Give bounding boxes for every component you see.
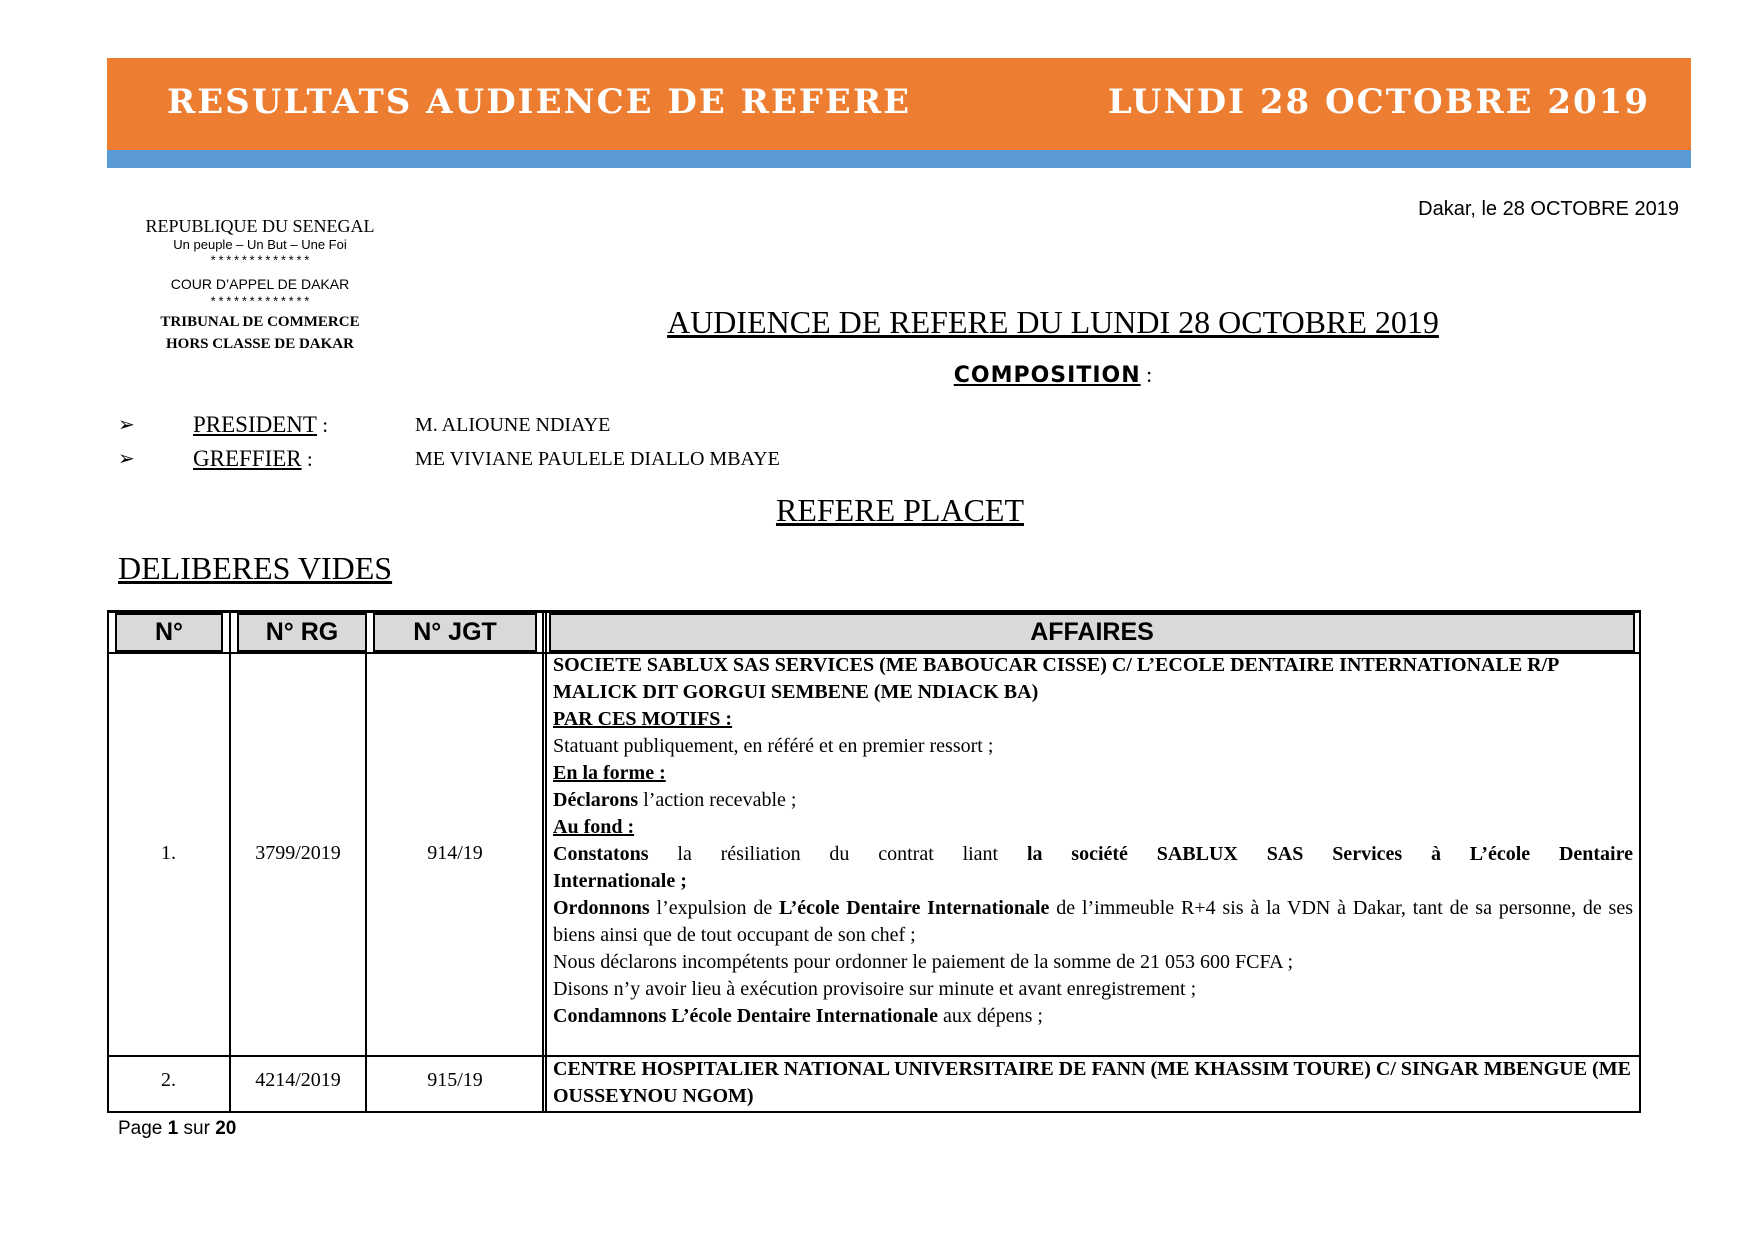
condamnons-text: aux dépens ;: [938, 1005, 1043, 1027]
page-total: 20: [215, 1118, 237, 1139]
page-sur: sur: [178, 1118, 216, 1139]
republic-motto: Un peuple – Un But – Une Foi: [173, 237, 347, 252]
forme-label: En la forme :: [553, 762, 666, 784]
member-role-suffix: :: [316, 413, 329, 437]
member-name: ME VIVIANE PAULELE DIALLO MBAYE: [415, 448, 780, 470]
member-role-label: PRESIDENT: [193, 412, 317, 437]
results-table: [107, 610, 1641, 1113]
constatons-parties: la société SABLUX SAS Services à L’école Dentaire: [1026, 843, 1633, 865]
header-affaires: AFFAIRES: [549, 613, 1635, 653]
constatons-parties-cont: Internationale ;: [553, 870, 687, 892]
member-role-label: GREFFIER: [193, 446, 302, 471]
page-title: AUDIENCE DE REFERE DU LUNDI 28 OCTOBRE 2019: [667, 304, 1439, 340]
declarons-text: l’action recevable ;: [638, 789, 797, 811]
stars-separator: *************: [209, 295, 311, 310]
motifs-label: PAR CES MOTIFS :: [553, 708, 733, 730]
member-role-suffix: :: [301, 447, 313, 471]
arrow-bullet-icon: ➢: [118, 446, 135, 470]
column-rule: [545, 610, 547, 1113]
subsection-title: DELIBERES VIDES: [118, 550, 393, 586]
composition-label: COMPOSITION: [953, 363, 1141, 388]
ordonnons-bold: Ordonnons: [553, 897, 650, 919]
constatons-bold: Constatons: [553, 843, 649, 865]
arrow-bullet-icon: ➢: [118, 412, 135, 436]
affaire-parties: SOCIETE SABLUX SAS SERVICES (ME BABOUCAR CISSE) C/ L’ECOLE DENTAIRE INTERNATIONALE R/P MALICK DIT GORGUI SEMBENE (ME NDIACK BA): [553, 654, 1559, 703]
member-role: [193, 446, 313, 472]
header-stripe: [107, 150, 1691, 168]
row-affaire: [553, 1056, 1633, 1110]
tribunal-name-line2: HORS CLASSE DE DAKAR: [166, 336, 354, 352]
letterhead: [110, 215, 410, 355]
page-current: 1: [167, 1118, 179, 1139]
declarons-bold: Déclarons: [553, 789, 639, 811]
tribunal-name-line1: TRIBUNAL DE COMMERCE: [160, 314, 360, 330]
page-footer: [118, 1118, 236, 1140]
header-num: N°: [115, 613, 223, 653]
row-jgt: 914/19: [427, 842, 483, 864]
ordonnons-text: l’expulsion de: [649, 897, 780, 919]
disons-text: Disons n’y avoir lieu à exécution provisoire sur minute et avant enregistrement ;: [553, 978, 1197, 1000]
affaire-parties: CENTRE HOSPITALIER NATIONAL UNIVERSITAIRE DE FANN (ME KHASSIM TOURE) C/ SINGAR MBENGUE (ME OUSSEYNOU NGOM): [553, 1058, 1631, 1107]
row-number: 1.: [161, 842, 176, 864]
composition-heading: [520, 362, 1586, 388]
fond-label: Au fond :: [553, 816, 635, 838]
header-left-title: RESULTATS AUDIENCE DE REFERE: [167, 82, 912, 122]
incompetents-text: Nous déclarons incompétents pour ordonner le paiement de la somme de 21 053 600 FCFA ;: [553, 951, 1294, 973]
stars-separator: *************: [209, 254, 311, 269]
ordonnons-party: L’école Dentaire Internationale: [779, 897, 1050, 919]
row-affaire: [553, 652, 1633, 1030]
header-jgt: N° JGT: [373, 613, 537, 653]
table-border-right: [1639, 610, 1641, 1113]
republic-name: REPUBLIQUE DU SENEGAL: [145, 216, 375, 236]
table-border-bottom: [107, 1111, 1641, 1113]
row-number: 2.: [161, 1069, 176, 1091]
header-right-title: LUNDI 28 OCTOBRE 2019: [1107, 82, 1650, 122]
row-jgt: 915/19: [427, 1069, 483, 1091]
member-role: [193, 412, 328, 438]
court-name: COUR D’APPEL DE DAKAR: [170, 276, 350, 292]
ordonnons-rest: de l’immeuble R+4 sis à la VDN à Dakar, tant de sa personne, de ses biens ainsi que de tout occupant de son chef ;: [553, 897, 1633, 946]
page-word: Page: [118, 1118, 168, 1139]
row-rg: 3799/2019: [255, 842, 341, 864]
date-line: Dakar, le 28 OCTOBRE 2019: [1418, 198, 1679, 220]
section-title: REFERE PLACET: [775, 492, 1024, 528]
condamnons-bold: Condamnons L’école Dentaire Internationale: [553, 1005, 938, 1027]
constatons-text: la résiliation du contrat liant: [648, 843, 1027, 865]
row-rg: 4214/2019: [255, 1069, 341, 1091]
member-name: M. ALIOUNE NDIAYE: [415, 414, 611, 436]
statuant-text: Statuant publiquement, en référé et en premier ressort ;: [553, 735, 994, 757]
header-rg: N° RG: [237, 613, 367, 653]
composition-suffix: :: [1140, 362, 1153, 387]
